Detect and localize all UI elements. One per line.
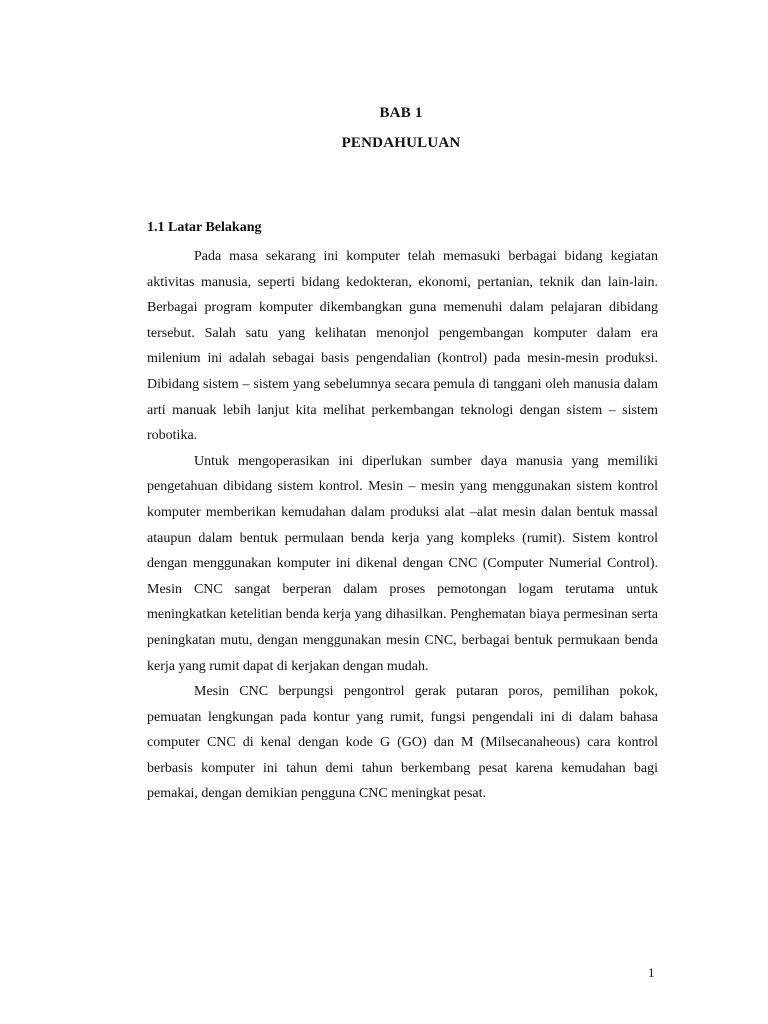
page-number: 1: [648, 965, 655, 980]
body-text: [147, 244, 658, 807]
section-heading: 1.1 Latar Belakang: [147, 220, 262, 235]
chapter-title: PENDAHULUAN: [341, 135, 461, 151]
paragraph-2: Untuk mengoperasikan ini diperlukan sumber daya manusia yang memiliki pengetahuan dibidang sistem kontrol. Mesin – mesin yang menggunakan sistem kontrol komputer memberikan kemudahan dalam produksi alat –alat mesin dalan bentuk massal ataupun dalam bentuk permulaan benda kerja yang kompleks (rumit). Sistem kontrol dengan menggunakan komputer ini dikenal dengan CNC (Computer Numerial Control). Mesin CNC sangat berperan dalam proses pemotongan logam terutama untuk meningkatkan ketelitian benda kerja yang dihasilkan. Penghematan biaya permesinan serta peningkatan mutu, dengan menggunakan mesin CNC, berbagai bentuk permukaan benda kerja yang rumit dapat di kerjakan dengan mudah.: [147, 453, 658, 674]
paragraph-1: Pada masa sekarang ini komputer telah memasuki berbagai bidang kegiatan aktivitas manusia, seperti bidang kedokteran, ekonomi, pertanian, teknik dan lain-lain. Berbagai program komputer dikembangkan guna memenuhi dalam pelajaran dibidang tersebut. Salah satu yang kelihatan menonjol pengembangan komputer dalam era milenium ini adalah sebagai basis pengendalian (kontrol) pada mesin-mesin produksi. Dibidang sistem – sistem yang sebelumnya secara pemula di tanggani oleh manusia dalam arti manuak lebih lanjut kita melihat perkembangan teknologi dengan sistem – sistem robotika.: [147, 249, 658, 444]
chapter-number: BAB 1: [379, 105, 423, 121]
paragraph-3: Mesin CNC berpungsi pengontrol gerak putaran poros, pemilihan pokok, pemuatan lengkungan pada kontur yang rumit, fungsi pengendali ini di dalam bahasa computer CNC di kenal dengan kode G (GO) dan M (Milsecanaheous) cara kontrol berbasis komputer ini tahun demi tahun berkembang pesat karena kemudahan bagi pemakai, dengan demikian pengguna CNC meningkat pesat.: [147, 684, 658, 802]
